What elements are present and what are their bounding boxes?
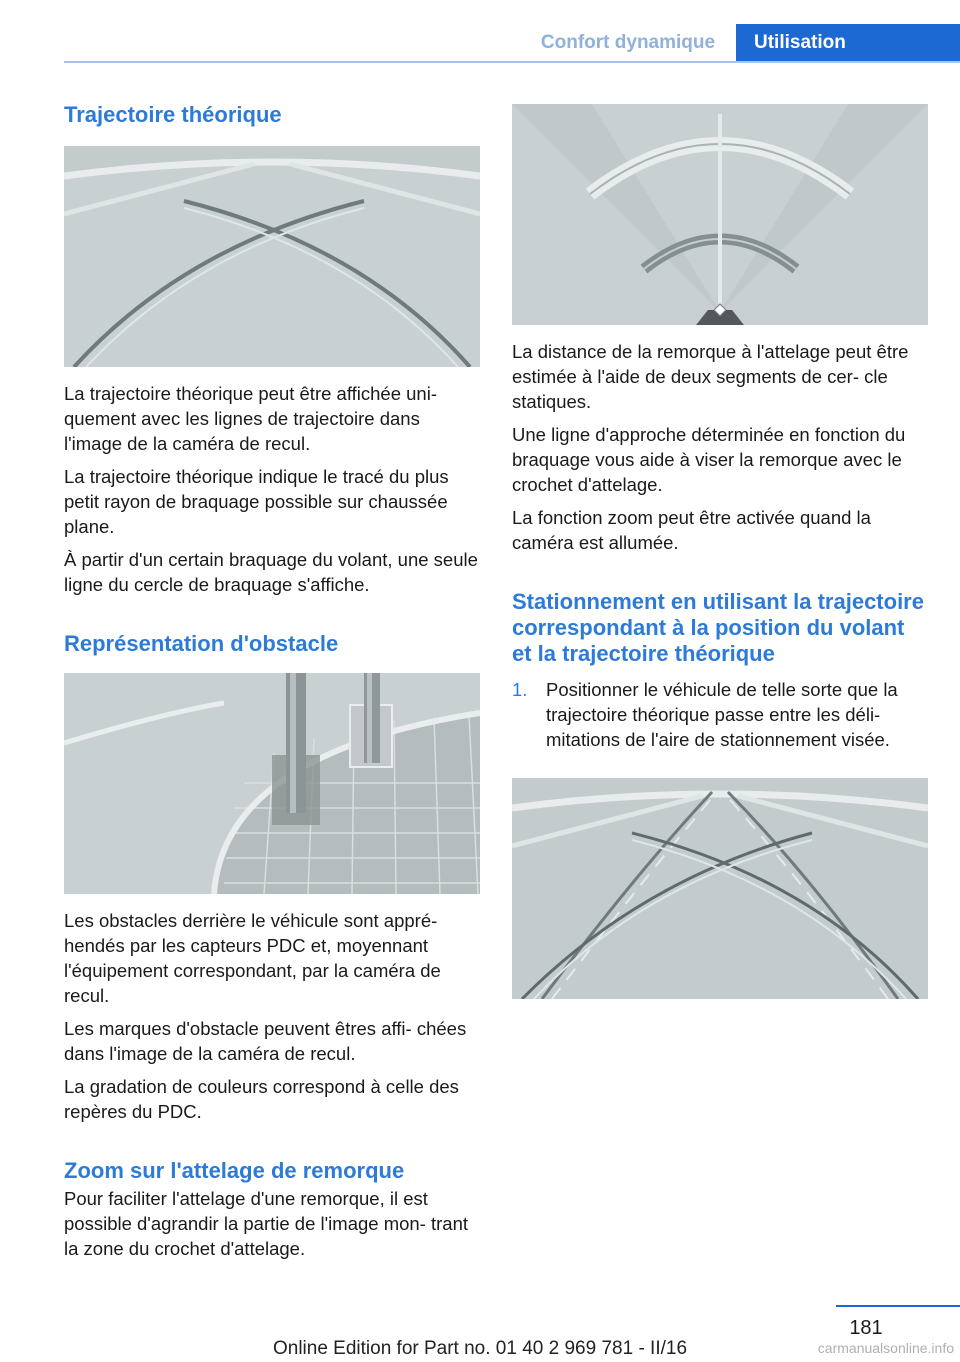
heading-zoom-attelage: Zoom sur l'attelage de remorque bbox=[64, 1158, 405, 1183]
footer-rule bbox=[836, 1305, 960, 1307]
header-chapter-tab[interactable]: Utilisation bbox=[736, 24, 960, 62]
paragraph: La trajectoire théorique indique le tracé du plus petit rayon de braquage possible sur chaussée plane. bbox=[64, 466, 449, 537]
heading-trajectoire-theorique: Trajectoire théorique bbox=[64, 102, 282, 127]
figure-obstacle bbox=[64, 673, 480, 894]
list-item-number: 1. bbox=[512, 679, 528, 700]
list-item-text: Positionner le véhicule de telle sorte que la trajectoire théorique passe entre les déli‐ mitations de l'aire de stationnement visée. bbox=[546, 679, 898, 750]
header-section-tab[interactable]: Confort dynamique bbox=[540, 32, 716, 53]
right-column bbox=[512, 104, 928, 999]
page-number: 181 bbox=[849, 1317, 883, 1339]
paragraph: Les obstacles derrière le véhicule sont appré‐ hendés par les capteurs PDC et, moyennant l'équipement correspondant, par la caméra de recul. bbox=[64, 910, 441, 1006]
paragraph: La trajectoire théorique peut être affichée uni‐ quement avec les lignes de trajectoire dans l'image de la caméra de recul. bbox=[64, 383, 437, 454]
paragraph: Une ligne d'approche déterminée en fonction du braquage vous aide à viser la remorque avec le crochet d'attelage. bbox=[512, 424, 906, 495]
steps-list bbox=[512, 677, 928, 752]
paragraph: La fonction zoom peut être activée quand la caméra est allumée. bbox=[512, 507, 871, 553]
figure-stationnement bbox=[512, 778, 928, 999]
header-rule bbox=[64, 61, 960, 63]
paragraph: La gradation de couleurs correspond à celle des repères du PDC. bbox=[64, 1076, 459, 1122]
figure-zoom-attelage bbox=[512, 104, 928, 325]
heading-representation-obstacle: Représentation d'obstacle bbox=[64, 631, 339, 656]
paragraph: La distance de la remorque à l'attelage peut être estimée à l'aide de deux segments de cer‐ cle statiques. bbox=[512, 341, 909, 412]
watermark: carmanualsonline.info bbox=[817, 1340, 954, 1356]
edition-footer: Online Edition for Part no. 01 40 2 969 781 - II/16 bbox=[272, 1338, 688, 1359]
left-column bbox=[64, 102, 480, 1269]
list-item bbox=[512, 677, 928, 752]
paragraph: À partir d'un certain braquage du volant, une seule ligne du cercle de braquage s'affiche. bbox=[64, 549, 478, 595]
heading-stationnement: Stationnement en utilisant la trajectoire correspondant à la position du volant et la trajectoire théorique bbox=[512, 589, 924, 666]
figure-trajectoire-theorique bbox=[64, 146, 480, 367]
paragraph: Pour faciliter l'attelage d'une remorque, il est possible d'agrandir la partie de l'image mon‐ trant la zone du crochet d'attelage. bbox=[64, 1188, 469, 1259]
paragraph: Les marques d'obstacle peuvent êtres affi‐ chées dans l'image de la caméra de recul. bbox=[64, 1018, 467, 1064]
